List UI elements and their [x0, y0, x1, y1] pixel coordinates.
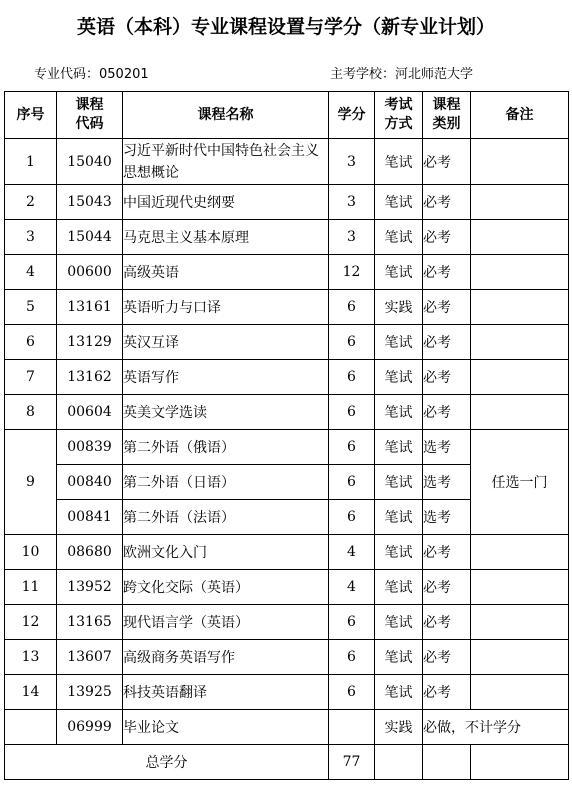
thesis-note-cell: 必做，不计学分	[423, 710, 569, 745]
empty-cell	[423, 745, 471, 780]
page-title: 英语（本科）专业课程设置与学分（新专业计划）	[76, 16, 495, 38]
type-cell: 选考	[423, 430, 471, 465]
table-row	[5, 605, 569, 640]
seq-cell: 2	[5, 185, 57, 220]
seq-cell: 12	[5, 605, 57, 640]
seq-cell: 3	[5, 220, 57, 255]
header-seq: 序号	[5, 92, 57, 139]
code-cell: 15044	[57, 220, 123, 255]
header-credit: 学分	[329, 92, 375, 139]
total-value: 77	[329, 745, 375, 780]
name-cell: 英语听力与口译	[123, 290, 329, 325]
exam-cell: 实践	[375, 290, 423, 325]
note-cell	[471, 325, 569, 360]
exam-cell: 笔试	[375, 255, 423, 290]
name-cell: 第二外语（日语）	[123, 465, 329, 500]
exam-cell: 笔试	[375, 535, 423, 570]
type-cell: 必考	[423, 570, 471, 605]
code-cell: 00841	[57, 500, 123, 535]
note-cell	[471, 185, 569, 220]
exam-cell: 笔试	[375, 675, 423, 710]
course-table	[4, 91, 569, 780]
seq-cell: 8	[5, 395, 57, 430]
type-cell: 必考	[423, 535, 471, 570]
seq-cell: 9	[5, 430, 57, 535]
exam-cell: 笔试	[375, 500, 423, 535]
table-row	[5, 325, 569, 360]
exam-cell: 笔试	[375, 139, 423, 185]
type-cell: 必考	[423, 325, 471, 360]
exam-cell: 笔试	[375, 465, 423, 500]
note-cell	[471, 255, 569, 290]
major-code: 专业代码：050201	[34, 67, 149, 82]
name-cell: 高级英语	[123, 255, 329, 290]
credit-cell: 6	[329, 465, 375, 500]
exam-cell: 笔试	[375, 220, 423, 255]
exam-cell: 笔试	[375, 185, 423, 220]
table-row	[5, 570, 569, 605]
code-cell: 13129	[57, 325, 123, 360]
code-cell: 13925	[57, 675, 123, 710]
header-note: 备注	[471, 92, 569, 139]
host-school: 主考学校：河北师范大学	[330, 67, 474, 82]
header-exam: 考试 方式	[375, 92, 423, 139]
exam-cell: 笔试	[375, 640, 423, 675]
exam-cell: 笔试	[375, 395, 423, 430]
header-name: 课程名称	[123, 92, 329, 139]
exam-cell: 笔试	[375, 430, 423, 465]
code-cell: 00839	[57, 430, 123, 465]
thesis-row	[5, 710, 569, 745]
name-cell: 英美文学选读	[123, 395, 329, 430]
type-cell: 必考	[423, 360, 471, 395]
code-cell: 13162	[57, 360, 123, 395]
credit-cell: 6	[329, 360, 375, 395]
name-cell: 现代语言学（英语）	[123, 605, 329, 640]
seq-cell: 7	[5, 360, 57, 395]
seq-cell: 10	[5, 535, 57, 570]
total-label: 总学分	[5, 745, 329, 780]
credit-cell: 3	[329, 220, 375, 255]
credit-cell: 6	[329, 395, 375, 430]
code-cell: 00840	[57, 465, 123, 500]
table-row	[5, 430, 569, 465]
name-cell: 英语写作	[123, 360, 329, 395]
code-cell: 13161	[57, 290, 123, 325]
note-cell	[471, 139, 569, 185]
name-cell: 马克思主义基本原理	[123, 220, 329, 255]
note-cell	[471, 570, 569, 605]
code-cell: 15043	[57, 185, 123, 220]
seq-cell: 11	[5, 570, 57, 605]
exam-cell: 笔试	[375, 605, 423, 640]
table-row	[5, 290, 569, 325]
name-cell: 欧洲文化入门	[123, 535, 329, 570]
table-row	[5, 360, 569, 395]
note-cell	[471, 675, 569, 710]
credit-cell: 6	[329, 500, 375, 535]
credit-cell: 6	[329, 605, 375, 640]
type-cell: 必考	[423, 185, 471, 220]
type-cell: 必考	[423, 139, 471, 185]
name-cell: 毕业论文	[123, 710, 329, 745]
table-row	[5, 185, 569, 220]
total-row	[5, 745, 569, 780]
name-cell: 高级商务英语写作	[123, 640, 329, 675]
note-cell	[471, 605, 569, 640]
exam-cell: 实践	[375, 710, 423, 745]
seq-cell	[5, 710, 57, 745]
credit-cell	[329, 710, 375, 745]
type-cell: 必考	[423, 605, 471, 640]
table-row	[5, 675, 569, 710]
name-cell: 第二外语（法语）	[123, 500, 329, 535]
empty-cell	[375, 745, 423, 780]
code-cell: 15040	[57, 139, 123, 185]
seq-cell: 1	[5, 139, 57, 185]
header-type: 课程 类别	[423, 92, 471, 139]
header-code: 课程 代码	[57, 92, 123, 139]
code-cell: 00604	[57, 395, 123, 430]
credit-cell: 6	[329, 290, 375, 325]
note-cell: 任选一门	[471, 430, 569, 535]
code-cell: 13607	[57, 640, 123, 675]
name-cell: 习近平新时代中国特色社会主义思想概论	[123, 139, 329, 185]
credit-cell: 3	[329, 185, 375, 220]
seq-cell: 4	[5, 255, 57, 290]
credit-cell: 4	[329, 570, 375, 605]
type-cell: 必考	[423, 640, 471, 675]
note-cell	[471, 220, 569, 255]
note-cell	[471, 535, 569, 570]
table-row	[5, 255, 569, 290]
credit-cell: 6	[329, 325, 375, 360]
type-cell: 必考	[423, 255, 471, 290]
name-cell: 英汉互译	[123, 325, 329, 360]
credit-cell: 6	[329, 430, 375, 465]
credit-cell: 4	[329, 535, 375, 570]
name-cell: 中国近现代史纲要	[123, 185, 329, 220]
table-row	[5, 535, 569, 570]
note-cell	[471, 395, 569, 430]
note-cell	[471, 640, 569, 675]
exam-cell: 笔试	[375, 360, 423, 395]
name-cell: 跨文化交际（英语）	[123, 570, 329, 605]
credit-cell: 6	[329, 640, 375, 675]
type-cell: 必考	[423, 220, 471, 255]
type-cell: 必考	[423, 675, 471, 710]
name-cell: 科技英语翻译	[123, 675, 329, 710]
credit-cell: 12	[329, 255, 375, 290]
note-cell	[471, 290, 569, 325]
exam-cell: 笔试	[375, 325, 423, 360]
exam-cell: 笔试	[375, 570, 423, 605]
header-row	[5, 92, 569, 139]
code-cell: 06999	[57, 710, 123, 745]
name-cell: 第二外语（俄语）	[123, 430, 329, 465]
code-cell: 13165	[57, 605, 123, 640]
code-cell: 08680	[57, 535, 123, 570]
note-cell	[471, 360, 569, 395]
table-row	[5, 220, 569, 255]
seq-cell: 5	[5, 290, 57, 325]
code-cell: 00600	[57, 255, 123, 290]
credit-cell: 3	[329, 139, 375, 185]
credit-cell: 6	[329, 675, 375, 710]
type-cell: 必考	[423, 290, 471, 325]
table-row	[5, 395, 569, 430]
type-cell: 选考	[423, 500, 471, 535]
empty-cell	[471, 745, 569, 780]
code-cell: 13952	[57, 570, 123, 605]
table-row	[5, 640, 569, 675]
type-cell: 必考	[423, 395, 471, 430]
seq-cell: 14	[5, 675, 57, 710]
type-cell: 选考	[423, 465, 471, 500]
seq-cell: 6	[5, 325, 57, 360]
seq-cell: 13	[5, 640, 57, 675]
table-row	[5, 139, 569, 185]
